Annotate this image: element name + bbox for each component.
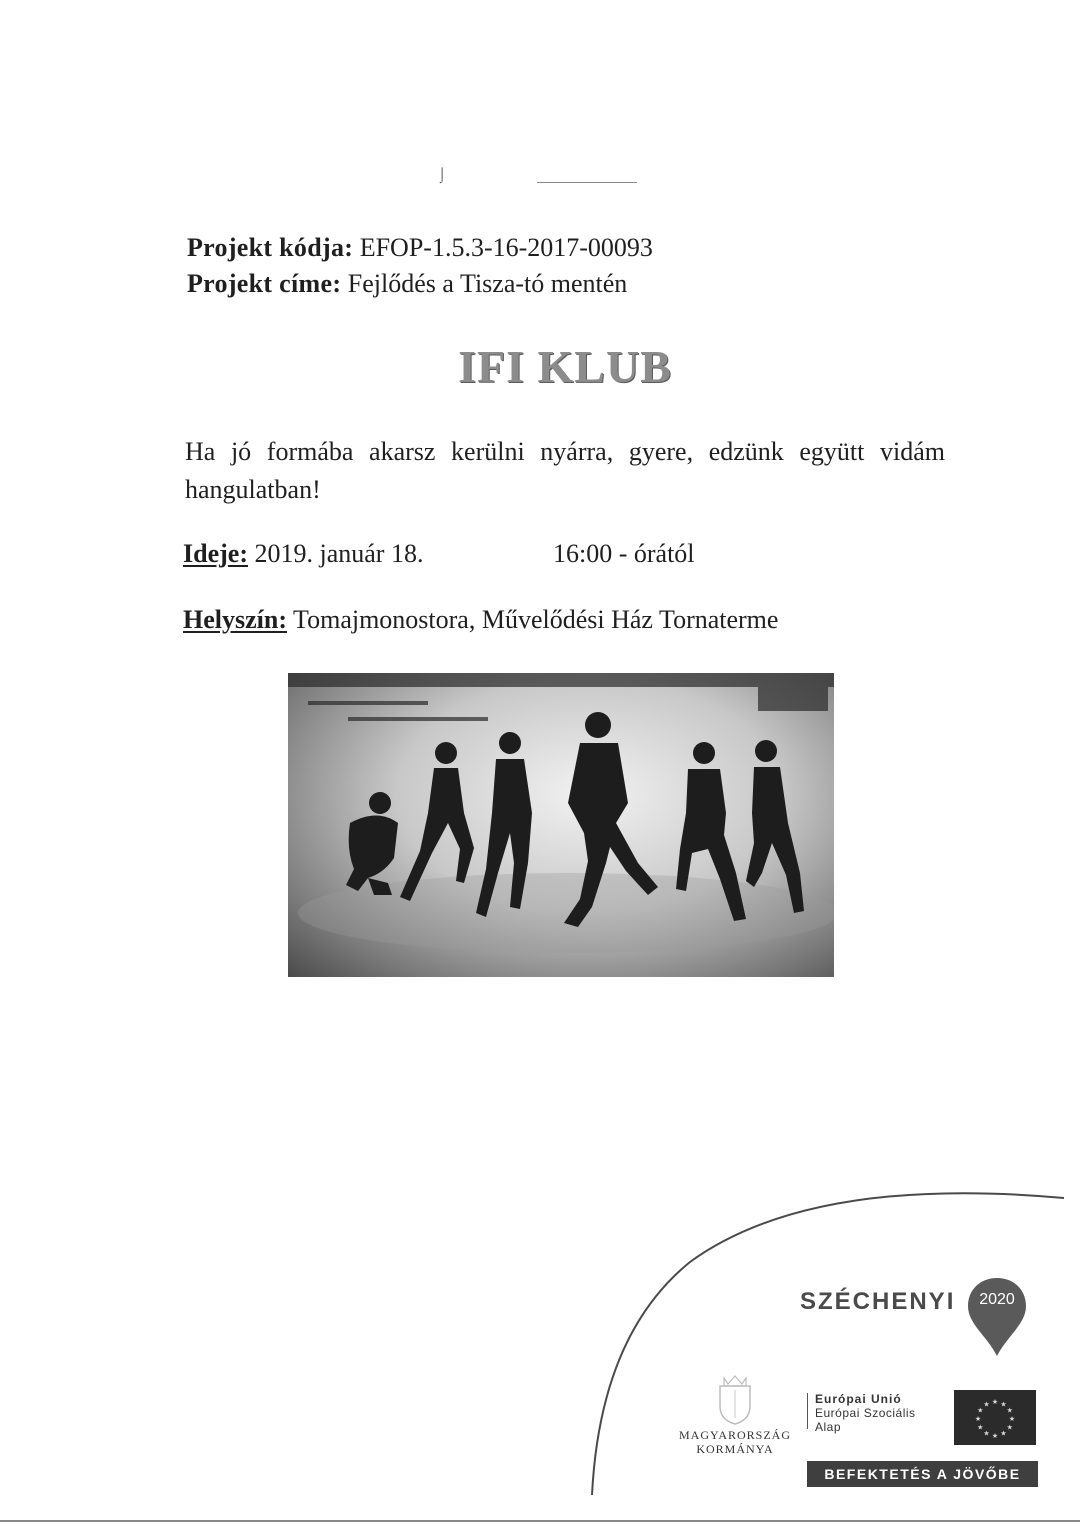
eu-star: ★ <box>1008 1415 1016 1423</box>
szechenyi-word: SZÉCHENYI <box>800 1288 956 1315</box>
bottom-rule <box>0 1520 1080 1522</box>
eu-line-2: Európai Szociális <box>815 1406 916 1420</box>
eu-star: ★ <box>977 1406 984 1415</box>
project-code-label: Projekt kódja: <box>187 233 354 262</box>
project-title-value: Fejlődés a Tisza-tó mentén <box>347 269 628 298</box>
eu-flag-stars <box>954 1390 1036 1445</box>
event-venue-label: Helyszín: <box>183 605 287 634</box>
invest-slogan: BEFEKTETÉS A JÖVŐBE <box>807 1461 1038 1487</box>
eu-star: ★ <box>1006 1406 1013 1415</box>
location-pin-icon <box>965 1276 1029 1358</box>
eu-star: ★ <box>991 1432 999 1440</box>
eu-star: ★ <box>977 1423 984 1432</box>
eu-line-3: Alap <box>815 1420 842 1434</box>
event-title: IFI KLUB <box>458 341 672 392</box>
event-venue-value: Tomajmonostora, Művelődési Ház Tornaterme <box>293 605 779 634</box>
event-description: Ha jó formába akarsz kerülni nyárra, gyere, edzünk együtt vidám hangulatban! <box>185 437 945 504</box>
project-code-value: EFOP-1.5.3-16-2017-00093 <box>359 233 653 262</box>
event-time-value: 16:00 - órától <box>553 539 695 568</box>
eu-line-1: Európai Unió <box>815 1392 902 1406</box>
government-line-1: MAGYARORSZÁG <box>678 1428 791 1442</box>
eu-star: ★ <box>974 1415 982 1423</box>
eu-label <box>815 1392 916 1434</box>
coat-of-arms-icon <box>712 1372 758 1426</box>
eu-star: ★ <box>1006 1423 1013 1432</box>
eu-star: ★ <box>983 1400 990 1409</box>
event-date-label: Ideje: <box>183 539 248 568</box>
scan-artifact: ⌡ <box>438 168 447 183</box>
project-title-label: Projekt címe: <box>187 269 342 298</box>
eu-star: ★ <box>991 1398 999 1406</box>
eu-star: ★ <box>983 1429 990 1438</box>
szechenyi-year: 2020 <box>979 1291 1015 1308</box>
eu-star: ★ <box>1000 1400 1007 1409</box>
eu-flag-icon <box>954 1390 1036 1445</box>
government-label <box>672 1428 798 1456</box>
government-line-2: KORMÁNYA <box>696 1442 774 1456</box>
eu-separator <box>807 1393 808 1429</box>
eu-star: ★ <box>1000 1429 1007 1438</box>
event-date-value: 2019. január 18. <box>254 539 424 568</box>
